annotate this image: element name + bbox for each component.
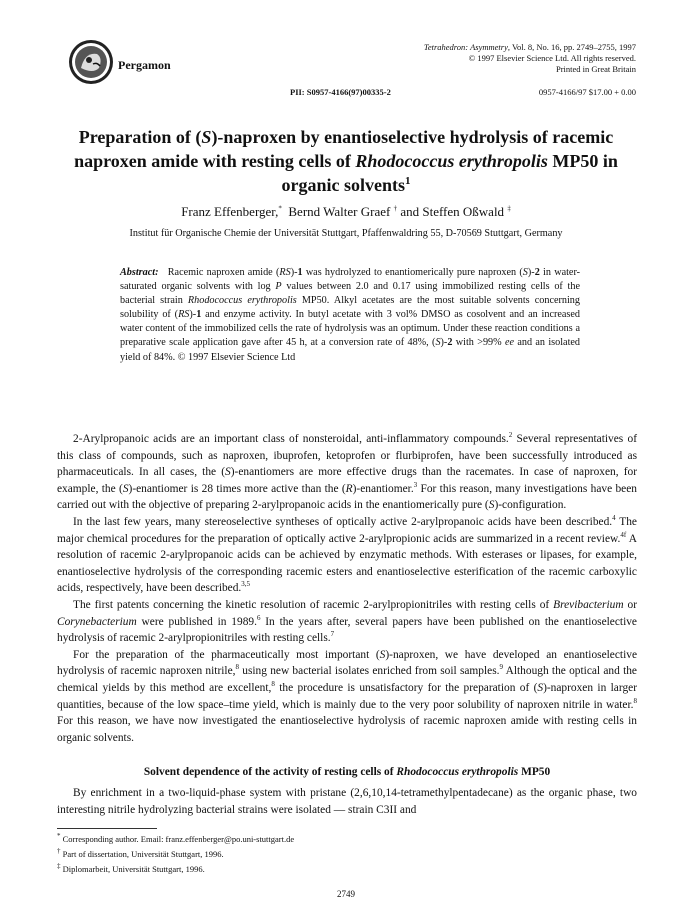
journal-reference	[424, 42, 636, 75]
abstract-text: ee	[504, 337, 514, 349]
text-run: R	[345, 482, 353, 495]
text-run: )-naproxen, we have developed an enantioselective hydrolysis of racemic naproxen nitrile,	[57, 648, 637, 678]
text-run: Brevibacterium	[553, 598, 624, 611]
page-number: 2749	[337, 889, 355, 899]
publisher-name: Pergamon	[118, 58, 171, 72]
text-run: )-configuration.	[494, 499, 567, 512]
abstract-text: 1	[297, 267, 303, 278]
abstract-label: Abstract:	[120, 267, 159, 278]
footnote-divider	[57, 828, 157, 829]
elsevier-logo	[67, 38, 115, 86]
citation: 4	[612, 514, 616, 523]
citation: 8	[235, 663, 239, 672]
citation: 3	[413, 480, 418, 489]
paragraph	[57, 647, 637, 747]
footnote-mark: *	[57, 832, 61, 841]
abstract-text: P	[275, 281, 282, 293]
text-run: 2-Arylpropanoic acids are an important class of nonsteroidal, anti-inflammatory compounds.	[73, 433, 509, 445]
text-run: S	[488, 499, 495, 512]
abstract-text: with >99%	[452, 337, 505, 349]
abstract	[120, 266, 580, 365]
price-line: 0957-4166/97 $17.00 + 0.00	[538, 87, 636, 97]
text-run: )-naproxen in larger quantities, because of the low space–time yield, which is mainly due to the very poor solubility of naproxen nitrile in water.	[57, 681, 637, 711]
text-run: using new bacterial isolates enriched from soil samples.	[238, 665, 500, 678]
citation: 7	[330, 630, 335, 639]
text-run: The first patents concerning the kinetic resolution of racemic 2-arylpropionitriles with resting cells of	[73, 598, 554, 611]
citation: 8	[271, 680, 275, 689]
text-run: )-enantiomers are more effective drugs than the racemates. In case of naproxen, for example, the (	[57, 466, 637, 495]
text-run: For the preparation of the pharmaceutically most important (	[73, 648, 380, 661]
body-text-continued	[57, 785, 637, 818]
citation: 8	[633, 696, 637, 705]
footnote-mark: ‡	[507, 204, 511, 213]
abstract-text: )-	[290, 267, 298, 278]
abstract-text: MP50. Alkyl acetates are the most suitable solvents concerning solubility of (	[120, 295, 580, 321]
citation: 9	[499, 663, 503, 672]
citation: 4f	[620, 530, 627, 539]
title-part: S	[201, 127, 212, 147]
body-text	[57, 431, 637, 746]
section-heading	[57, 766, 637, 778]
heading-text: MP50	[518, 766, 551, 778]
paragraph: By enrichment in a two-liquid-phase system with pristane (2,6,10,14-tetramethylpentadecane) as the organic phase, two interesting nitrile hydrolyzing bacterial strains were isolated — strain C3II and	[57, 787, 637, 816]
footnote-mark: †	[393, 204, 398, 213]
author-effenberger: Franz Effenberger,	[181, 204, 279, 219]
footnote-mark: *	[278, 204, 282, 213]
volume-line: , Vol. 8, No. 16, pp. 2749–2755, 1997	[507, 42, 636, 52]
citation: 6	[256, 613, 261, 622]
abstract-text: and enzyme activity. In butyl acetate with 3 vol% DMSO as cosolvent and an increased water content of the immobilized cells the rate of hydrolysis was an optimum. Under these reaction conditions a preparative scale application gave after 45 h, at a conversion rate of 48%, (	[120, 309, 580, 349]
abstract-text: in water-saturated organic solvents with log	[120, 267, 581, 293]
heading-organism: Rhodococcus erythropolis	[396, 766, 519, 778]
abstract-text: )-	[440, 337, 448, 349]
text-run: For this reason, many investigations have been carried out with the objective of preparing 2-arylpropanoic acids in the enantiomerically pure (	[57, 482, 637, 512]
abstract-text: was hydrolyzed to enantiomerically pure naproxen (	[302, 267, 523, 278]
author-list	[0, 204, 692, 220]
abstract-text: )-	[527, 267, 535, 278]
text-run: A resolution of racemic 2-arylpropanoic acids can be achieved by enzymatic methods. With esterases or lipases, for example, enantioselective hydrolysis of the corresponding racemic esters and enantioselective esterification of the racemic carboxylic acids, respectively, have been described.	[57, 532, 637, 595]
text-run: or	[623, 598, 637, 611]
text-run: S	[537, 681, 544, 694]
text-run: S	[122, 482, 129, 495]
title-part: )-naproxen by enantioselective hydrolysis of racemic naproxen amide with resting cells of	[74, 127, 614, 171]
footnote-dissertation	[57, 849, 224, 859]
text-run: )-enantiomer.	[352, 482, 414, 495]
abstract-text: RS	[178, 309, 190, 321]
footnote-corresponding	[57, 834, 294, 844]
text-run: S	[225, 466, 231, 479]
text-run: Several representatives of this class of compounds, such as naproxen, ibuprofen, ketoprofen or flurbiprofen, have been successfully introduced as pharmaceuticals. In all cases, the (	[57, 433, 638, 479]
text-run: the procedure is unsatisfactory for the preparation of (	[274, 681, 538, 694]
abstract-text: S	[435, 337, 441, 349]
footnote-text: Diplomarbeit, Universität Stuttgart, 1996.	[62, 864, 205, 874]
text-run: The major chemical procedures for the preparation of optically active 2-arylpropionic acids are summarized in a recent review.	[57, 515, 637, 545]
text-run: For this reason, we have now investigated the enantioselective hydrolysis of racemic naproxen amide with resting cells in organic solvents.	[57, 715, 637, 744]
abstract-text: RS	[279, 267, 291, 278]
title-part: MP50 in organic solvents	[281, 151, 618, 195]
abstract-text: Racemic naproxen amide (	[167, 267, 280, 278]
text-run: Although the optical and the chemical yields by this method are excellent,	[57, 665, 637, 694]
text-run: )-enantiomer is 28 times more active than the (	[128, 482, 346, 495]
affiliation: Institut für Organische Chemie der Universität Stuttgart, Pfaffenwaldring 55, D-70569 Stuttgart, Germany	[129, 228, 563, 239]
abstract-text: 2	[534, 267, 540, 278]
abstract-text: Rhodococcus erythropolis	[187, 295, 297, 307]
title-part: Preparation of (	[78, 127, 202, 147]
citation: 3,5	[241, 580, 251, 589]
text-run: In the last few years, many stereoselective syntheses of optically active 2-arylpropanoic acids have been described.	[73, 515, 613, 528]
abstract-text: and an isolated yield of 84%. © 1997 Elsevier Science Ltd	[120, 337, 581, 363]
footnote-diplomarbeit	[57, 864, 205, 874]
paragraph	[57, 597, 637, 647]
footnote-text: Corresponding author. Email: franz.effenberger@po.uni-stuttgart.de	[62, 834, 295, 844]
copyright-line: © 1997 Elsevier Science Ltd. All rights reserved.	[468, 53, 636, 63]
text-run: S	[379, 648, 386, 661]
paragraph	[57, 431, 637, 514]
footnote-text: Part of dissertation, Universität Stuttgart, 1996.	[62, 849, 224, 859]
paragraph	[57, 514, 637, 597]
footnote-mark: ‡	[57, 862, 61, 871]
paper-title	[70, 125, 622, 197]
footnote-mark: †	[57, 847, 61, 856]
journal-name: Tetrahedron: Asymmetry	[423, 42, 508, 52]
pii-line: PII: S0957-4166(97)00335-2	[290, 87, 391, 97]
abstract-text: 1	[196, 309, 202, 321]
abstract-text: 2	[447, 337, 453, 349]
author-graef: Bernd Walter Graef	[288, 204, 391, 219]
text-run: Corynebacterium	[57, 615, 137, 628]
abstract-text: )-	[189, 309, 197, 321]
text-run: were published in 1989.	[136, 615, 257, 628]
abstract-text: values between 2.0 and 0.17 using immobilized resting cells of the bacterial strain	[120, 281, 580, 307]
heading-text: Solvent dependence of the activity of resting cells of	[143, 766, 397, 778]
printed-line: Printed in Great Britain	[555, 64, 636, 74]
title-organism: Rhodococcus erythropolis	[355, 151, 548, 171]
abstract-text: S	[522, 267, 528, 278]
title-footnote-mark: 1	[405, 175, 411, 187]
author-osswald: and Steffen Oßwald	[400, 204, 505, 219]
citation: 2	[508, 431, 513, 440]
text-run: In the years after, several papers have been published on the enantioselective hydrolysis of racemic 2-arylpropionitriles with resting cells.	[57, 615, 637, 645]
